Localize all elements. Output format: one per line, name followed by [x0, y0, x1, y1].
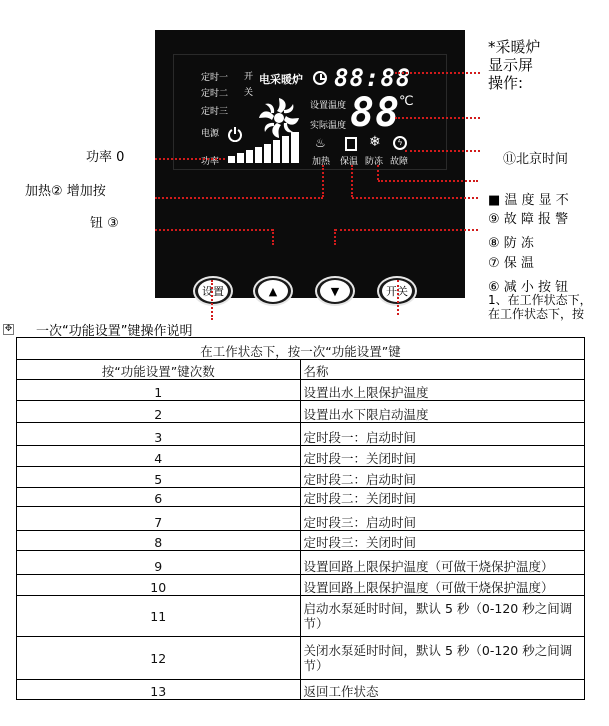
- table-row: [17, 467, 585, 488]
- row-name: 设置回路上限保护温度（可做干烧保护温度）: [300, 551, 585, 575]
- up-arrow-icon: ▲: [258, 280, 288, 302]
- timer3-label: 定时三: [201, 107, 229, 117]
- row-name: 定时段一：启动时间: [300, 423, 585, 446]
- power-bar: [282, 136, 289, 163]
- leader-line-up-v: [272, 229, 274, 245]
- annotation-button3: 钮 ③: [90, 216, 119, 231]
- annotation-title-2: 显示屏: [488, 56, 534, 74]
- power-button-label: 开关: [382, 280, 412, 302]
- row-name: 定时段三：关闭时间: [300, 531, 585, 551]
- row-name: 关闭水泵延时时间，默认 5 秒（0-120 秒之间调节）: [300, 637, 585, 680]
- row-name: 设置回路上限保护温度（可做干烧保护温度）: [300, 575, 585, 596]
- annotation-note1: 1、在工作状态下，: [488, 293, 592, 307]
- annotation-temp-display: ■ 温 度 显 不: [488, 193, 569, 208]
- timer2-label: 定时二: [201, 89, 229, 99]
- table-header: 在工作状态下，按一次“功能设置”键: [17, 338, 585, 360]
- power-bar: [273, 140, 280, 163]
- table-row: [17, 423, 585, 446]
- fault-icon: ϟ: [393, 136, 407, 150]
- frost-label: 防冻: [365, 157, 384, 167]
- row-number: 6: [17, 488, 301, 507]
- annotation-note2: 在工作状态下，按: [488, 307, 585, 321]
- settings-button-label: 设置: [198, 280, 228, 302]
- power-bar: [237, 153, 244, 163]
- annotation-decrease: ⑥ 减 小 按 钮: [488, 280, 569, 295]
- function-settings-table: [16, 337, 585, 700]
- power-rate-label: 功率: [201, 157, 220, 167]
- power-bar: [255, 147, 262, 163]
- temp-digits: 88: [350, 90, 401, 136]
- timer1-label: 定时一: [201, 73, 229, 83]
- down-arrow-icon: ▼: [320, 280, 350, 302]
- leader-line-up: [155, 229, 273, 231]
- row-number: 4: [17, 446, 301, 467]
- annotation-title-3: 操作:: [488, 74, 524, 92]
- row-name: 设置出水上限保护温度: [300, 380, 585, 401]
- table-caption: 一次“功能设置”键操作说明: [36, 324, 193, 339]
- leader-line-set: [211, 280, 213, 320]
- power-bar: [246, 150, 253, 163]
- leader-line-keep: [352, 197, 478, 199]
- table-row: [17, 680, 585, 700]
- actual-temp-label: 实际温度: [310, 121, 347, 131]
- row-name: 定时段二：启动时间: [300, 467, 585, 488]
- row-number: 12: [17, 637, 301, 680]
- annotation-beijing-time: ⑪北京时间: [503, 152, 569, 167]
- power-bar: [264, 144, 271, 163]
- power-bar: [291, 132, 299, 163]
- annotation-frost: ⑧ 防 冻: [488, 236, 534, 251]
- row-name: 返回工作状态: [300, 680, 585, 700]
- keep-warm-icon: [345, 137, 357, 151]
- table-row: [17, 380, 585, 401]
- increase-button[interactable]: [253, 276, 293, 306]
- set-temp-label: 设置温度: [310, 101, 347, 111]
- row-number: 7: [17, 507, 301, 531]
- keep-warm-label: 保温: [340, 157, 359, 167]
- row-name: 启动水泵延时时间，默认 5 秒（0-120 秒之间调节）: [300, 596, 585, 637]
- row-number: 13: [17, 680, 301, 700]
- annotation-keep-warm: ⑦ 保 温: [488, 256, 534, 271]
- table-move-handle-icon[interactable]: ✥: [4, 324, 13, 334]
- row-number: 3: [17, 423, 301, 446]
- table-row: [17, 446, 585, 467]
- table-row: [17, 507, 585, 531]
- heater-name: 电采暖炉: [259, 73, 303, 86]
- row-name: 定时段二：关闭时间: [300, 488, 585, 507]
- table-row: [17, 575, 585, 596]
- table-column-header-row: [17, 360, 585, 380]
- row-name: 定时段一：关闭时间: [300, 446, 585, 467]
- row-number: 11: [17, 596, 301, 637]
- table-row: [17, 551, 585, 575]
- heat-icon: ♨: [315, 136, 326, 150]
- table-header-row: [17, 338, 585, 360]
- leader-line-clock: [395, 72, 480, 74]
- column-header-count: 按“功能设置”键次数: [17, 360, 301, 380]
- row-number: 2: [17, 401, 301, 423]
- clock-icon: [313, 71, 327, 85]
- decrease-button[interactable]: [315, 276, 355, 306]
- row-number: 5: [17, 467, 301, 488]
- leader-line-down-v: [334, 229, 336, 245]
- clock-digits: 88:88: [334, 64, 412, 92]
- power-bar: [228, 156, 235, 163]
- settings-button[interactable]: [193, 276, 233, 306]
- annotation-title-1: *采暖炉: [488, 38, 541, 56]
- column-header-name: 名称: [300, 360, 585, 380]
- annotation-power-zero: 功率 0: [86, 150, 125, 165]
- leader-line-frost: [378, 180, 478, 182]
- row-number: 10: [17, 575, 301, 596]
- on-label: 开: [244, 72, 254, 82]
- row-name: 定时段三：启动时间: [300, 507, 585, 531]
- row-number: 9: [17, 551, 301, 575]
- table-row: [17, 488, 585, 507]
- table-row: [17, 401, 585, 423]
- row-number: 8: [17, 531, 301, 551]
- leader-line-frost-v: [377, 165, 379, 180]
- annotation-heat-increase: 加热② 增加按: [25, 184, 106, 199]
- table-row: [17, 637, 585, 680]
- table-row: [17, 596, 585, 637]
- fault-label: 故障: [390, 157, 409, 167]
- row-number: 1: [17, 380, 301, 401]
- row-name: 设置出水下限启动温度: [300, 401, 585, 423]
- leader-line-heat-v: [322, 165, 324, 197]
- leader-line-temp: [395, 117, 480, 119]
- off-label: 关: [244, 88, 254, 98]
- annotation-fault-alarm: ⑨ 故 障 报 警: [488, 212, 569, 227]
- celsius-unit: ℃: [399, 94, 414, 109]
- snowflake-icon: ❄: [369, 134, 381, 150]
- leader-line-keep-v: [351, 165, 353, 197]
- power-source-label: 电源: [201, 129, 220, 139]
- leader-line-power0: [155, 158, 225, 160]
- leader-line-down: [335, 229, 478, 231]
- table-row: [17, 531, 585, 551]
- heater-display-panel: [155, 30, 465, 298]
- power-icon: [227, 126, 243, 142]
- leader-line-fault: [405, 150, 480, 152]
- leader-line-power-btn: [397, 280, 399, 315]
- leader-line-heat: [155, 197, 323, 199]
- heat-label: 加热: [312, 157, 331, 167]
